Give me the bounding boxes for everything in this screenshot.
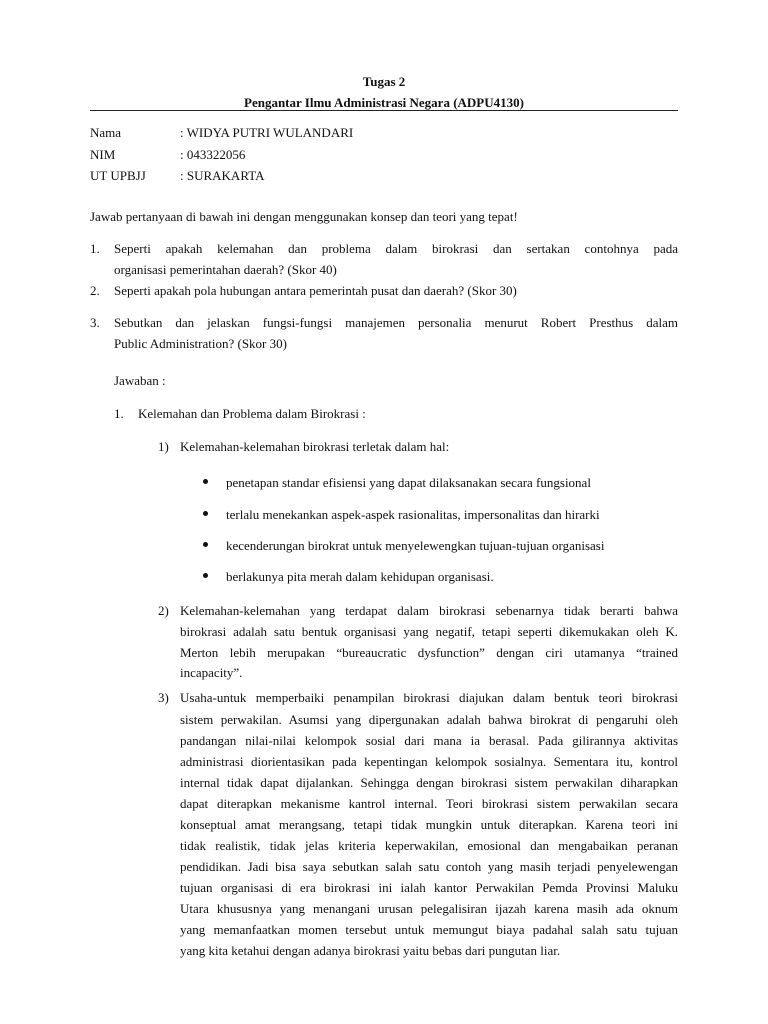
- point-line: Utara khususnya yang menangani urusan pelegalisiran ijazah karena masih ada oknum: [180, 901, 678, 916]
- question-number: 3.: [90, 315, 100, 330]
- bullet-icon: [203, 511, 208, 516]
- answer-label: Jawaban :: [114, 373, 166, 388]
- bullet-icon: [203, 542, 208, 547]
- identity-value-name: : WIDYA PUTRI WULANDARI: [180, 125, 354, 140]
- point-line: dapat diterapkan mekanisme kantrol internal. Teori birokrasi sistem perwakilan secara: [180, 796, 678, 811]
- course-title: Pengantar Ilmu Administrasi Negara (ADPU4130): [244, 95, 524, 110]
- point-line: administrasi diorientasikan pada kepentingan kelompok sosialnya. Sementara itu, kontrol: [180, 754, 678, 769]
- question-line: Sebutkan dan jelaskan fungsi-fungsi manajemen personalia menurut Robert Presthus dalam: [114, 315, 678, 330]
- point-number: 3): [158, 690, 169, 705]
- point-line: internal tidak dapat dijalankan. Sehingga dengan birokrasi sistem perwakilan diharapkan: [180, 775, 678, 790]
- point-line: Merton lebih merupakan “bureaucratic dysfunction” dengan ciri utamanya “trained: [180, 645, 678, 660]
- point-line: Kelemahan-kelemahan birokrasi terletak dalam hal:: [180, 439, 450, 454]
- question-number: 1.: [90, 241, 100, 256]
- point-line: Kelemahan-kelemahan yang terdapat dalam birokrasi sebenarnya tidak berarti bahwa: [180, 603, 678, 618]
- question-line: organisasi pemerintahan daerah? (Skor 40): [114, 262, 337, 277]
- instruction-text: Jawab pertanyaan di bawah ini dengan menggunakan konsep dan teori yang tepat!: [90, 209, 518, 224]
- bullet-item: kecenderungan birokrat untuk menyelewengkan tujuan-tujuan organisasi: [226, 538, 605, 553]
- identity-label-name: Nama: [90, 125, 122, 140]
- point-line: Usaha-untuk memperbaiki penampilan birokrasi diajukan dalam bentuk teori birokrasi: [180, 690, 678, 705]
- identity-label-nim: NIM: [90, 147, 116, 162]
- question-line: Seperti apakah pola hubungan antara pemerintah pusat dan daerah? (Skor 30): [114, 283, 517, 298]
- question-line: Seperti apakah kelemahan dan problema dalam birokrasi dan sertakan contohnya pada: [114, 241, 678, 256]
- answer-section-title: Kelemahan dan Problema dalam Birokrasi :: [138, 406, 366, 421]
- point-line: birokrasi adalah satu bentuk organisasi yang negatif, tetapi seperti dikemukakan oleh K.: [180, 624, 678, 639]
- bullet-item: terlalu menekankan aspek-aspek rasionalitas, impersonalitas dan hirarki: [226, 507, 600, 522]
- document-title: Tugas 2: [362, 74, 406, 89]
- point-line: pandangan nilai-nilai kelompok sosial dari mana ia berasal. Pada gilirannya aktivitas: [180, 733, 678, 748]
- point-number: 1): [158, 439, 169, 454]
- bullet-icon: [203, 479, 208, 484]
- identity-label-upbjj: UT UPBJJ: [90, 168, 146, 183]
- bullet-icon: [203, 573, 208, 578]
- point-line: incapacity”.: [180, 665, 243, 680]
- answer-section-number: 1.: [114, 406, 124, 421]
- point-line: tujuan organisasi di era birokrasi ini ialah kantor Perwakilan Pemda Provinsi Maluku: [180, 880, 678, 895]
- point-line: tidak realistik, tidak jelas kriteria keperwakilan, emosional dan mengabaikan peranan: [180, 838, 678, 853]
- point-number: 2): [158, 603, 169, 618]
- identity-value-upbjj: : SURAKARTA: [180, 168, 265, 183]
- point-line: sistem perwakilan. Asumsi yang dipergunakan adalah bahwa birokrat di pengaruhi oleh: [180, 712, 678, 727]
- point-line: yang memanfaatkan momen tersebut untuk memungut biaya padahal salah satu tujuan: [180, 922, 678, 937]
- question-number: 2.: [90, 283, 100, 298]
- point-line: konseptual amat merangsang, tetapi tidak mungkin untuk diterapkan. Karena teori ini: [180, 817, 678, 832]
- point-line: pendidikan. Jadi bisa saya sebutkan salah satu contoh yang masih terjadi penyelewengan: [180, 859, 678, 874]
- bullet-item: berlakunya pita merah dalam kehidupan organisasi.: [226, 569, 494, 584]
- identity-value-nim: : 043322056: [180, 147, 246, 162]
- header-divider: [90, 110, 678, 111]
- bullet-item: penetapan standar efisiensi yang dapat dilaksanakan secara fungsional: [226, 475, 591, 490]
- question-line: Public Administration? (Skor 30): [114, 336, 287, 351]
- point-line: yang kita ketahui dengan adanya birokrasi yaitu bebas dari pungutan liar.: [180, 943, 561, 958]
